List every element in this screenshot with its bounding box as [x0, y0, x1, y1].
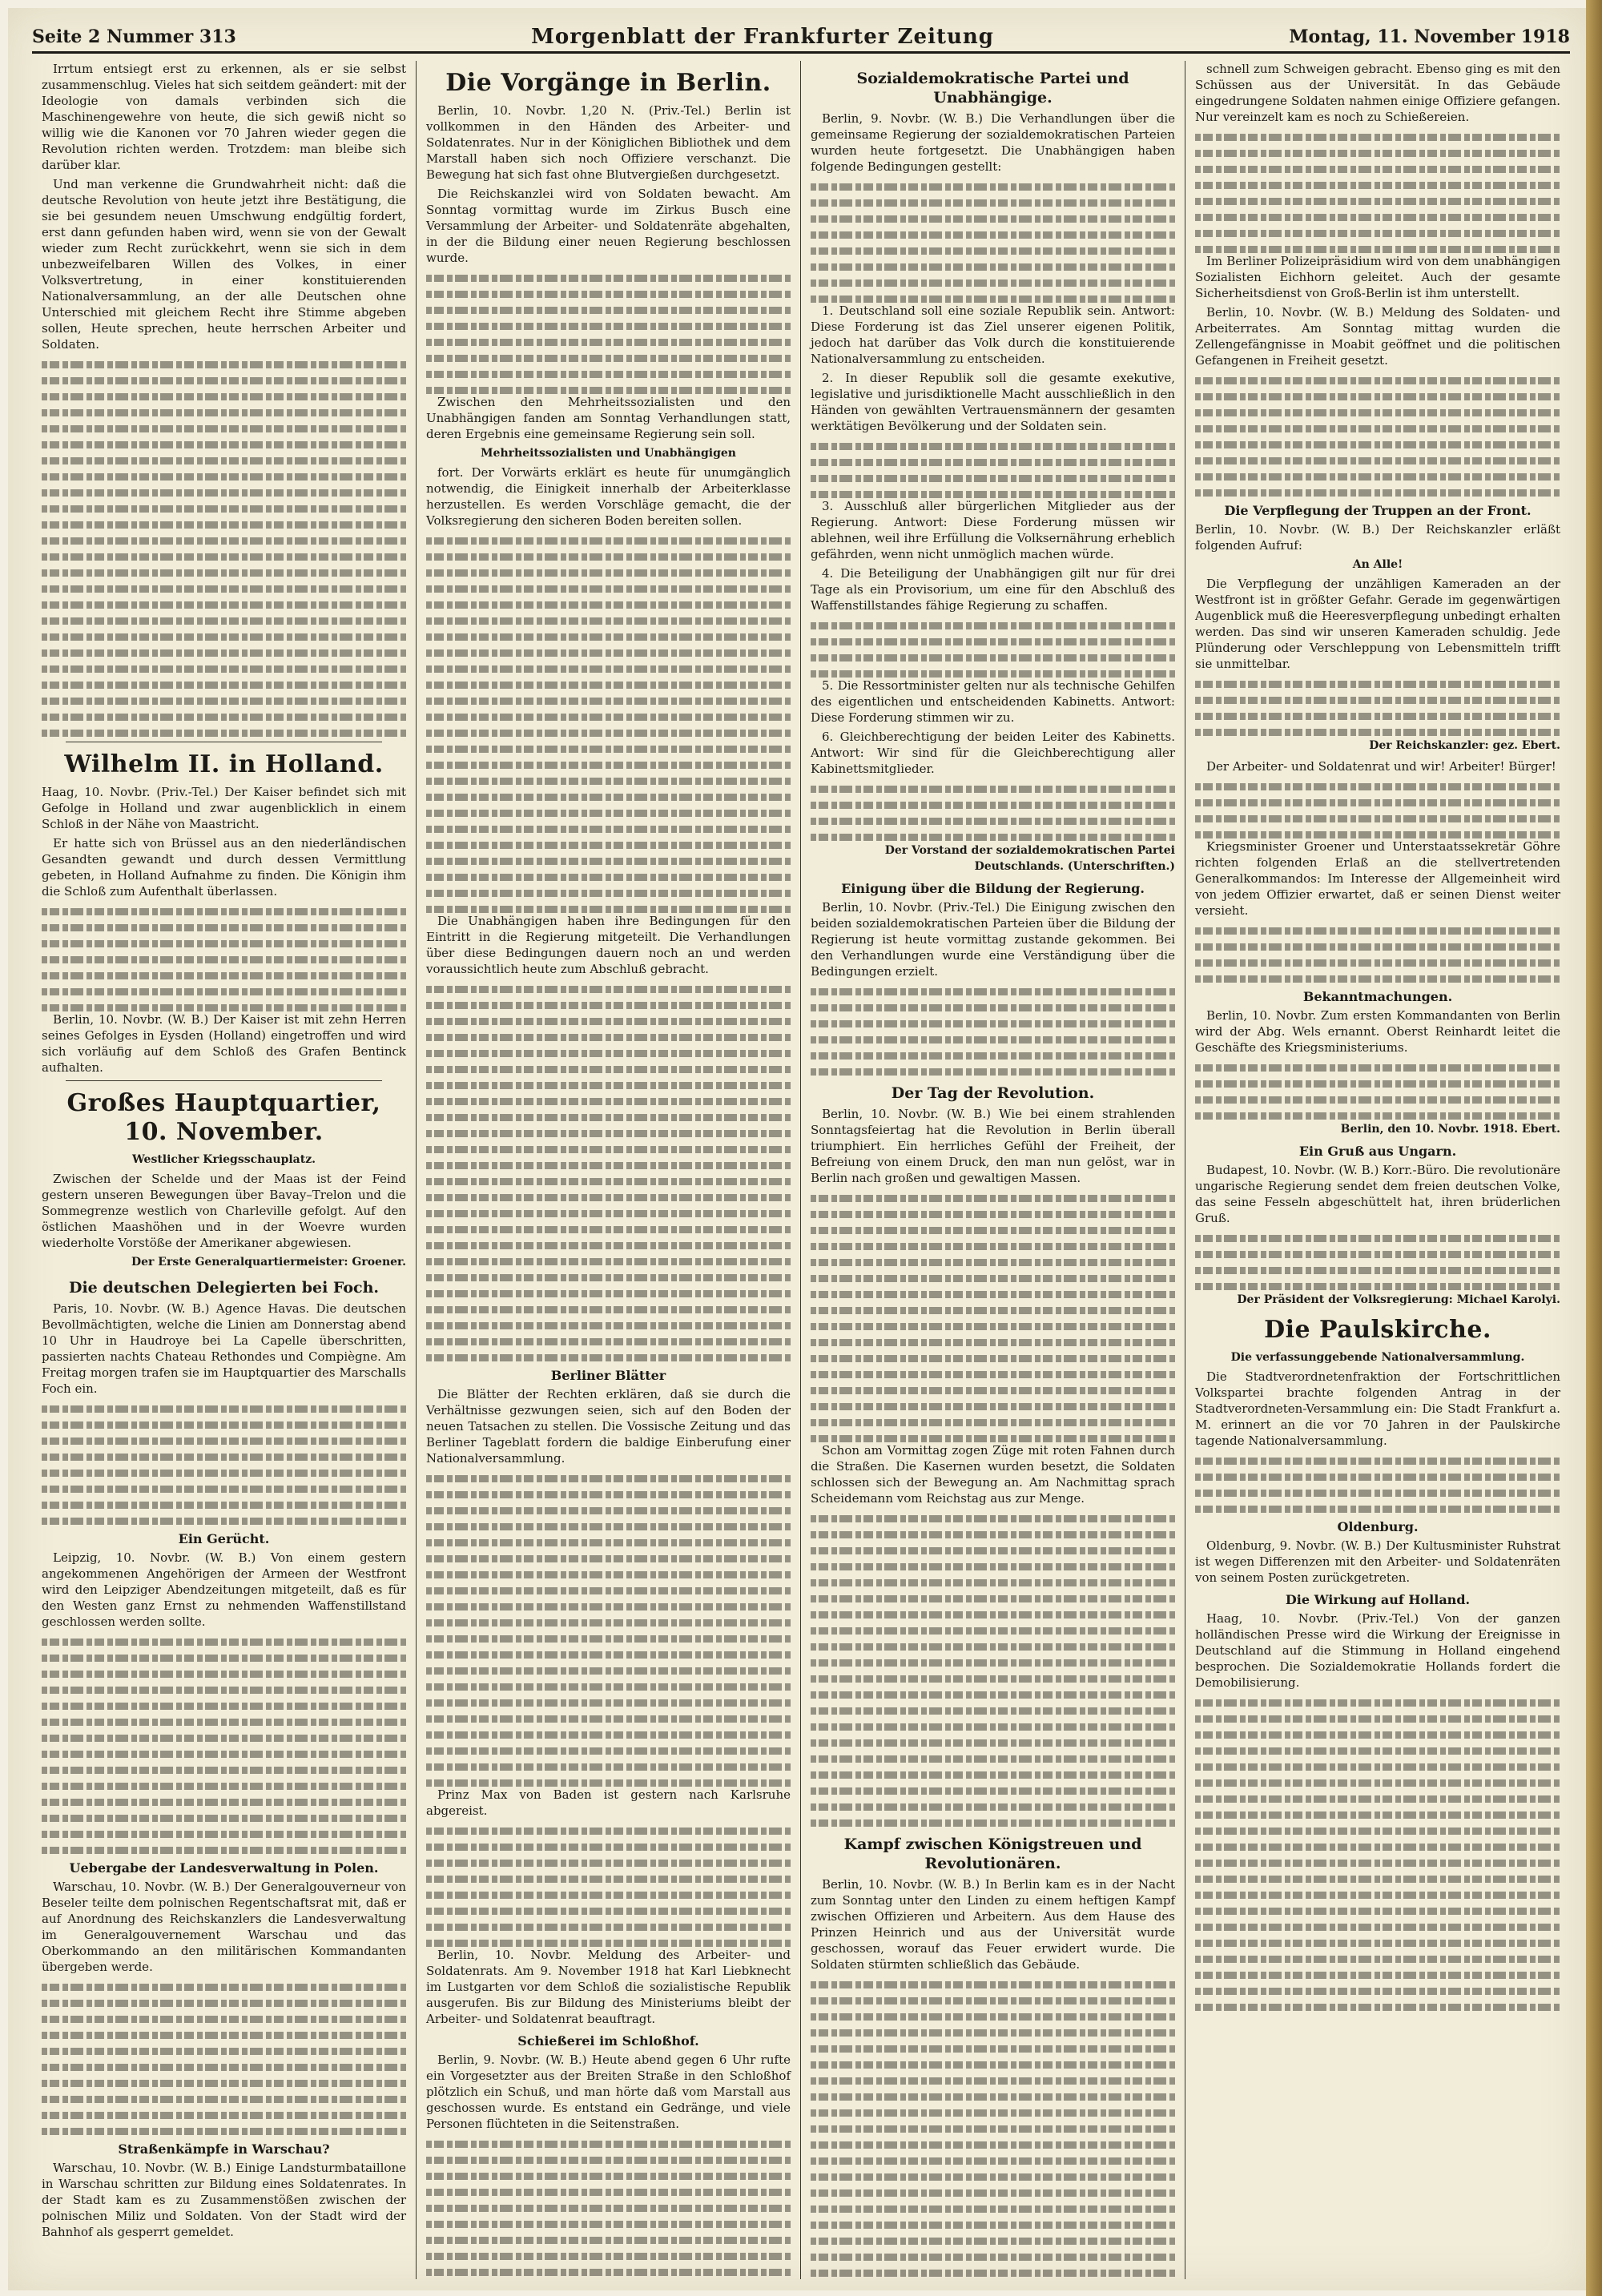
article-paragraph: 2. In dieser Republik soll die gesamte exekutive, legislative und jurisdiktionelle Macht ausschließlich in den Händen von gewählten Vertrauensmännern der gesamten werktätigen Bevölkerung und der Soldaten sein. [811, 371, 1175, 433]
lead-paragraph: Berlin, 10. Novbr. 1,20 N. (Priv.-Tel.) Berlin ist vollkommen in den Händen des Arbeiter- und Soldatenrates. Nur in der Königlichen Bibliothek und dem Marstall haben sich noch Offiziere verschanzt. Die Bewegung hat sich fast ohne Blutvergießen durchgesetzt. [426, 103, 791, 182]
signature: Berlin, den 10. Novbr. 1918. Ebert. [1340, 1123, 1560, 1136]
headline-spd: Sozialdemokratische Partei und Unabhängige. [856, 70, 1129, 107]
intro-paragraph: Irrtum entsiegt erst zu erkennen, als er sie selbst zusammenschlug. Vieles hat sich seitdem geändert: mit der Ideologie von damals verbinden sich die Maschinengewehre von heute, die sich gewiß nicht so willig wie die Kanonen vor 70 Jahren wieder gegen die Revolution richten werden. Trotzdem: man bleibe sich darüber klar. [42, 62, 406, 172]
dateline-paragraph: Berlin, 10. Novbr. (W. B.) Der Reichskanzler erläßt folgenden Aufruf: [1195, 522, 1560, 553]
intro-paragraph: Und man verkenne die Grundwahrheit nicht: daß die deutsche Revolution von heute jetzt ihre Bestätigung, die sie bei gesundem neuen Umschwung endgültig fordert, erst dann gefunden haben wird, wenn sie von der Gewalt wieder zum Recht zurückkehrt, wenn sie sich in dem unbezweifelbaren Willen des Volkes, in einer Volksvertretung, in einer konstituierenden Nationalversammlung, an der alle Deutschen ohne Unterschied mit gleichem Recht ihre Stimme abgeben sollen, Heute sprechen, heute herrschen Arbeiter und Soldaten. [42, 177, 406, 352]
column-2 [417, 61, 801, 2279]
article-paragraph: Oldenburg, 9. Novbr. (W. B.) Der Kultusminister Ruhstrat ist wegen Differenzen mit den Arbeiter- und Soldatenräten von seinem Posten zurückgetreten. [1195, 1538, 1560, 1585]
article-paragraph: Haag, 10. Novbr. (Priv.-Tel.) Von der ganzen holländischen Presse wird die Wirkung der Ereignisse in Deutschland auf die Stimmung in Holland eingehend besprochen. Die Sozialdemokratie Hollands fordert die Demobilisierung. [1195, 1611, 1560, 1690]
headline-berlin: Die Vorgänge in Berlin. [445, 69, 771, 97]
headline-schiesserei: Schießerei im Schloßhof. [517, 2033, 699, 2049]
signature: Der Vorstand der sozialdemokratischen Partei Deutschlands. (Unterschriften.) [884, 844, 1175, 873]
headline-bekanntmachungen: Bekanntmachungen. [1302, 989, 1453, 1004]
column-4 [1185, 61, 1570, 2279]
article-paragraph: 1. Deutschland soll eine soziale Republik sein. Antwort: Diese Forderung ist das Ziel unserer eigenen Politik, jedoch hat darüber das Volk durch die konstituierende Nationalversammlung zu entscheiden. [811, 304, 1175, 366]
masthead [32, 22, 1570, 54]
article-paragraph: Die Blätter der Rechten erklären, daß sie durch die Verhältnisse gezwungen seien, sich auf den Boden der neuen Tatsachen zu stellen. Die Vossische Zeitung und das Berliner Tageblatt fordern die baldige Einberufung einer Nationalversammlung. [426, 1387, 791, 1466]
headline-warschau: Straßenkämpfe in Warschau? [118, 2141, 330, 2157]
article-paragraph: schnell zum Schweigen gebracht. Ebenso ging es mit den Schüssen aus der Universität. In das Gebäude eingedrungene Soldaten nahmen einige Offiziere gefangen. Nur vereinzelt kam es noch zu Schießereien. [1195, 62, 1560, 124]
article-paragraph: Prinz Max von Baden ist gestern nach Karlsruhe abgereist. [426, 1787, 791, 1818]
article-paragraph: Die Reichskanzlei wird von Soldaten bewacht. Am Sonntag vormittag wurde im Zirkus Busch eine Versammlung der Arbeiter- und Soldatenräte abgehalten, in der die Bildung einer neuen Regierung beschlossen wurde. [426, 187, 791, 265]
article-paragraph: Kriegsminister Groener und Unterstaatssekretär Göhre richten folgenden Erlaß an die stellvertretenden Generalkommandos: Im Interesse der Allgemeinheit wird von jedem Offizier erwartet, daß er seinen Dienst weiter versieht. [1195, 839, 1560, 918]
article-paragraph: Er hatte sich von Brüssel aus an den niederländischen Gesandten gewandt und durch dessen Vermittlung gebeten, in Holland Aufnahme zu finden. Die Königin ihm die Schloß zum Aufenthalt überlassen. [42, 836, 406, 899]
headline-wilhelm: Wilhelm II. in Holland. [64, 750, 384, 778]
newspaper-page [8, 8, 1586, 2290]
article-paragraph: Schon am Vormittag zogen Züge mit roten Fahnen durch die Straßen. Die Kasernen wurden besetzt, die Soldaten schlossen sich der Bewegung an. Am Nachmittag sprach Scheidemann vom Reichstag aus zur Menge. [811, 1443, 1175, 1506]
binding-edge [1586, 0, 1602, 2296]
article-paragraph: 5. Die Ressortminister gelten nur als technische Gehilfen des eigentlichen und entscheidenden Kabinetts. Antwort: Diese Forderung stimmen wir zu. [811, 678, 1175, 725]
article-paragraph: Berlin, 10. Novbr. Zum ersten Kommandanten von Berlin wird der Abg. Wels ernannt. Oberst Reinhardt leitet die Geschäfte des Kriegsministeriums. [1195, 1008, 1560, 1055]
subheading-an-alle: An Alle! [1352, 558, 1403, 571]
headline-paulskirche: Die Paulskirche. [1264, 1316, 1491, 1344]
headline-ungarn: Ein Gruß aus Ungarn. [1298, 1144, 1457, 1159]
article-paragraph: Der Arbeiter- und Soldatenrat und wir! Arbeiter! Bürger! [1206, 759, 1556, 774]
headline-oldenburg: Oldenburg. [1337, 1519, 1419, 1534]
column-3 [801, 61, 1185, 2279]
headline-geruecht: Ein Gerücht. [178, 1531, 270, 1546]
article-paragraph: Paris, 10. Novbr. (W. B.) Agence Havas. Die deutschen Bevollmächtigten, welche die Linien am Donnerstag abend 10 Uhr in Haudroye bei La Capelle überschritten, passierten nachts Chateau Rethondes und Compiègne. Am Freitag morgen trafen sie im Hauptquartier des Marschalls Foch ein. [42, 1301, 406, 1396]
headline-kampf: Kampf zwischen Königstreuen und Revolutionären. [843, 1836, 1142, 1872]
dateline-paragraph: Haag, 10. Novbr. (Priv.-Tel.) Der Kaiser befindet sich mit Gefolge in Holland und zwar augenblicklich in einem Schloß in der Nähe von Maastricht. [42, 785, 406, 831]
article-paragraph: Berlin, 10. Novbr. Meldung des Arbeiter- und Soldatenrats. Am 9. November 1918 hat Karl Liebknecht im Lustgarten vor dem Schloß die sozialistische Republik ausgerufen. Bis zur Bildung des Ministeriums bleibt der Arbeiter- und Soldatenrat beauftragt. [426, 1948, 791, 2026]
article-paragraph: Budapest, 10. Novbr. (W. B.) Korr.-Büro. Die revolutionäre ungarische Regierung sendet dem freien deutschen Volke, das seine Fesseln abgeschüttelt hat, ihren brüderlichen Gruß. [1195, 1163, 1560, 1225]
article-paragraph: Im Berliner Polizeipräsidium wird von dem unabhängigen Sozialisten Eichhorn geleitet. Auch der gesamte Sicherheitsdienst von Groß-Berlin ist ihm unterstellt. [1195, 254, 1560, 300]
headline-hauptquartier: Großes Hauptquartier, 10. November. [66, 1089, 381, 1146]
headline-holland: Die Wirkung auf Holland. [1285, 1592, 1471, 1607]
article-paragraph: Berlin, 10. Novbr. (Priv.-Tel.) Die Einigung zwischen den beiden sozialdemokratischen Parteien über die Bildung der Regierung ist heute vormittag zustande gekommen. Bei den Verhandlungen wurde eine Verständigung über die Bedingungen erzielt. [811, 900, 1175, 979]
article-paragraph: Leipzig, 10. Novbr. (W. B.) Von einem gestern angekommenen Angehörigen der Armeen der Westfront wird den Leipziger Abendzeitungen mitgeteilt, daß es für den Westen ganz Ernst zu nehmenden Waffenstillstand geschlossen werden sollte. [42, 1550, 406, 1629]
article-paragraph: Zwischen der Schelde und der Maas ist der Feind gestern unseren Bewegungen über Bavay–Trelon und die Sommegrenze westlich von Charleville gefolgt. Auf den östlichen Maashöhen und in der Woevre wurden wiederholte Vorstöße der Amerikaner abgewiesen. [42, 1172, 406, 1250]
subheading-mehrheit: Mehrheitssozialisten und Unabhängigen [481, 447, 736, 460]
article-paragraph: Berlin, 10. Novbr. (W. B.) Der Kaiser ist mit zehn Herren seines Gefolges in Eysden (Holland) eingetroffen und wird sich vorläufig auf dem Schloß des Grafen Bentinck aufhalten. [42, 1012, 406, 1075]
subheading-kriegsschauplatz: Westlicher Kriegsschauplatz. [131, 1153, 316, 1166]
article-paragraph: Die Unabhängigen haben ihre Bedingungen für den Eintritt in die Regierung mitgeteilt. Die Verhandlungen über diese Bedingungen dauern noch an und werden voraussichtlich heute zum Abschluß gebracht. [426, 914, 791, 976]
article-paragraph: Die Verpflegung der unzähligen Kameraden an der Westfront ist in größter Gefahr. Gerade im gegenwärtigen Augenblick muß die Heeresverpflegung unbedingt erhalten werden. Das sind wir unseren Kameraden schuldig. Jede Plünderung oder Verschleppung von Lebensmitteln trifft sie unmittelbar. [1195, 577, 1560, 671]
page-number: Seite 2 Nummer 313 [32, 26, 236, 47]
headline-verpflegung: Die Verpflegung der Truppen an der Front. [1224, 503, 1532, 518]
article-paragraph: Warschau, 10. Novbr. (W. B.) Einige Landsturmbataillone in Warschau schritten zur Bildung eines Soldatenrates. In der Stadt kam es zu Zusammenstößen zwischen der polnischen Miliz und Soldaten. Von der Stadt wird der Bahnhof als gesperrt gemeldet. [42, 2161, 406, 2239]
headline-einigung: Einigung über die Bildung der Regierung. [841, 881, 1145, 896]
article-paragraph: Berlin, 10. Novbr. (W. B.) Meldung des Soldaten- und Arbeiterrates. Am Sonntag mittag wurden die Zellengefängnisse in Moabit geöffnet und die politischen Gefangenen in Freiheit gesetzt. [1195, 305, 1560, 368]
signature: Der Präsident der Volksregierung: Michael Karolyi. [1237, 1293, 1560, 1306]
headline-foch: Die deutschen Delegierten bei Foch. [68, 1279, 380, 1297]
headline-blaetter: Berliner Blätter [550, 1368, 666, 1383]
article-paragraph: Berlin, 10. Novbr. (W. B.) In Berlin kam es in der Nacht zum Sonntag unter den Linden zu einem heftigen Kampf zwischen Offizieren und Arbeitern. Aus dem Hause des Prinzen Heinrich und aus der Universität wurde geschossen, worauf das Feuer erwidert wurde. Die Soldaten stürmten schließlich das Gebäude. [811, 1877, 1175, 1972]
issue-date: Montag, 11. November 1918 [1289, 26, 1570, 47]
article-paragraph: Berlin, 9. Novbr. (W. B.) Heute abend gegen 6 Uhr rufte ein Vorgesetzter aus der Breiten Straße in den Schloßhof plötzlich ein Schuß, und man hörte daß vom Marstall aus geschossen wurde. Es entstand ein Gedränge, und viele Personen flüchteten in die Seitenstraßen. [426, 2053, 791, 2131]
newspaper-title: Morgenblatt der Frankfurter Zeitung [531, 25, 994, 49]
article-paragraph: 3. Ausschluß aller bürgerlichen Mitglieder aus der Regierung. Antwort: Diese Forderung müssen wir ablehnen, weil ihre Erfüllung die Volksernährung erheblich gefährden, wenn nicht unmöglich machen würde. [811, 499, 1175, 561]
subheading-nationalversammlung: Die verfassunggebende Nationalversammlung. [1230, 1351, 1525, 1364]
signature: Der Reichskanzler: gez. Ebert. [1369, 739, 1560, 752]
signature: Der Erste Generalquartiermeister: Groener. [131, 1256, 406, 1269]
article-paragraph: Berlin, 9. Novbr. (W. B.) Die Verhandlungen über die gemeinsame Regierung der sozialdemokratischen Parteien wurden heute fortgesetzt. Die Unabhängigen haben folgende Bedingungen gestellt: [811, 111, 1175, 174]
article-paragraph: fort. Der Vorwärts erklärt es heute für unumgänglich notwendig, die Einigkeit innerhalb der Arbeiterklasse herzustellen. Es werden Vorschläge gemacht, die der Volksregierung den sicheren Boden bereiten sollen. [426, 465, 791, 528]
headline-polen: Uebergabe der Landesverwaltung in Polen. [69, 1860, 379, 1876]
article-columns [32, 61, 1570, 2279]
headline-revolution: Der Tag der Revolution. [891, 1084, 1095, 1102]
article-paragraph: Die Stadtverordnetenfraktion der Fortschrittlichen Volkspartei brachte folgenden Antrag in der Stadtverordneten-Versammlung ein: Die Stadt Frankfurt a. M. erinnert an die vor 70 Jahren in der Paulskirche tagende Nationalversammlung. [1195, 1369, 1560, 1448]
column-1 [32, 61, 417, 2279]
article-paragraph: 6. Gleichberechtigung der beiden Leiter des Kabinetts. Antwort: Wir sind für die Gleichberechtigung aller Kabinettsmitglieder. [811, 730, 1175, 776]
article-paragraph: Zwischen den Mehrheitssozialisten und den Unabhängigen fanden am Sonntag Verhandlungen statt, deren Ergebnis eine gemeinsame Regierung sein soll. [426, 395, 791, 441]
article-paragraph: 4. Die Beteiligung der Unabhängigen gilt nur für drei Tage als ein Provisorium, um eine für den Abschluß des Waffenstillstandes fähige Regierung zu schaffen. [811, 566, 1175, 613]
article-paragraph: Berlin, 10. Novbr. (W. B.) Wie bei einem strahlenden Sonntagsfeiertag hat die Revolution in Berlin überall triumphiert. Ein herrliches Gefühl der Freiheit, der Befreiung von einem Druck, den man nun gelöst, war in Berlin nach großen und gewaltigen Massen. [811, 1107, 1175, 1185]
article-paragraph: Warschau, 10. Novbr. (W. B.) Der Generalgouverneur von Beseler teilte dem polnischen Regentschaftsrat mit, daß er auf Anordnung des Reichskanzlers die Landesverwaltung im Generalgouvernement Warschau und das Oberkommando an den militärischen Kommandanten übergeben werde. [42, 1880, 406, 1974]
